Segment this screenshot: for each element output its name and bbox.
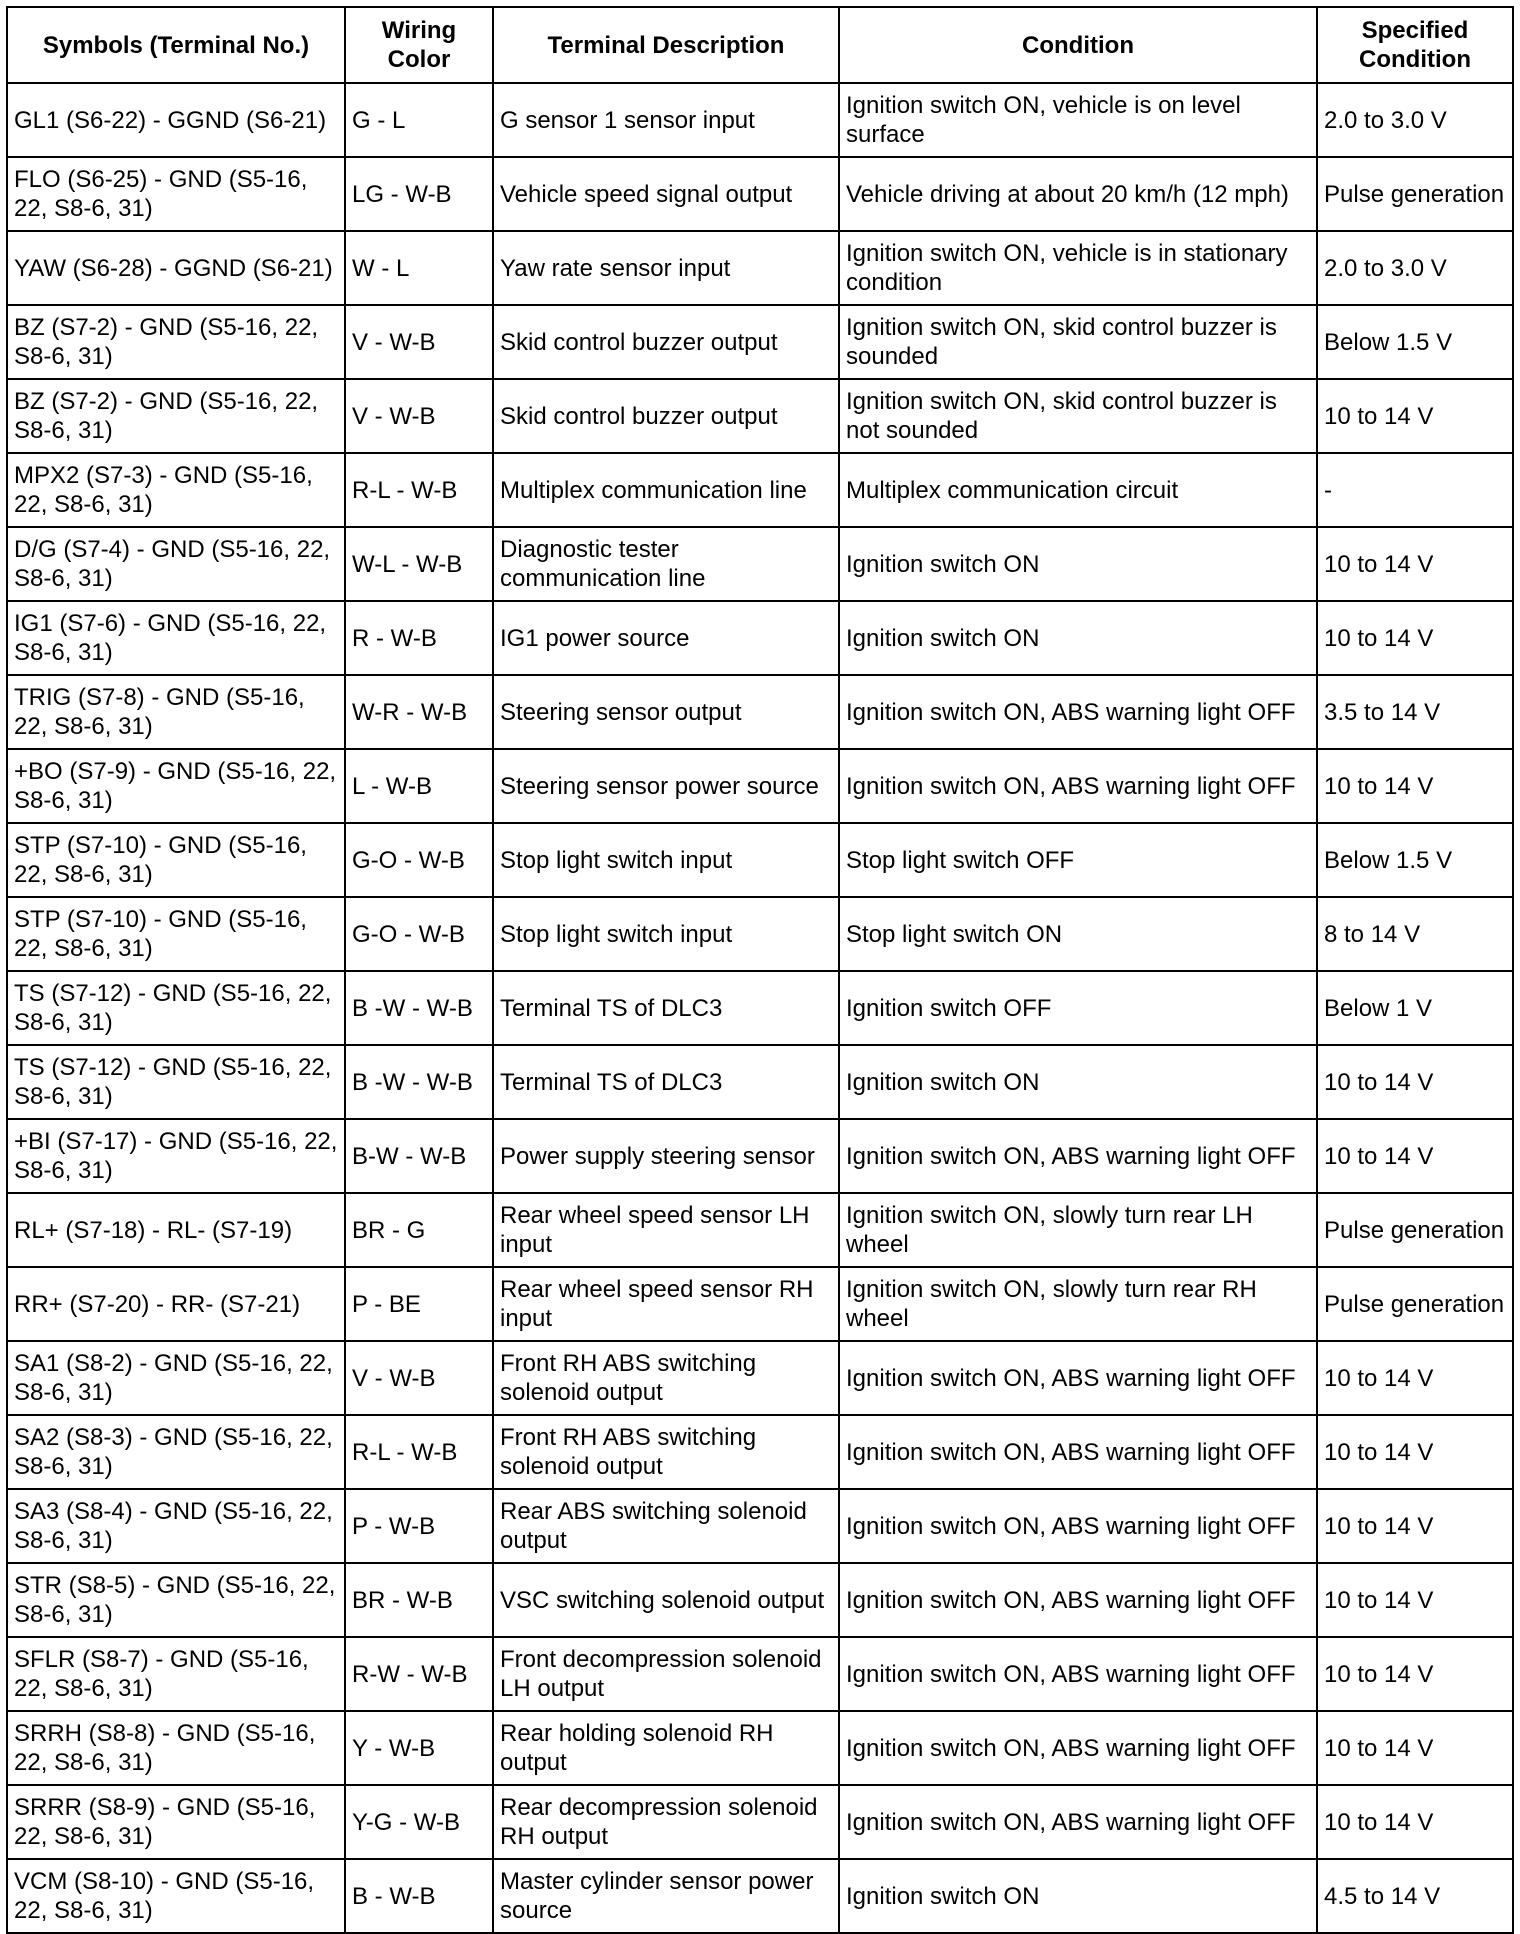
cell-specified-condition: 3.5 to 14 V bbox=[1317, 675, 1513, 749]
cell-condition: Ignition switch ON, ABS warning light OFF bbox=[839, 1785, 1317, 1859]
cell-specified-condition: 10 to 14 V bbox=[1317, 1045, 1513, 1119]
cell-condition: Ignition switch ON, vehicle is in stationary condition bbox=[839, 231, 1317, 305]
table-row bbox=[7, 971, 1513, 1045]
cell-specified-condition: 8 to 14 V bbox=[1317, 897, 1513, 971]
cell-symbols: SA2 (S8-3) - GND (S5-16, 22, S8-6, 31) bbox=[7, 1415, 345, 1489]
cell-terminal-description: Power supply steering sensor bbox=[493, 1119, 839, 1193]
cell-terminal-description: Terminal TS of DLC3 bbox=[493, 971, 839, 1045]
table-row bbox=[7, 1193, 1513, 1267]
cell-condition: Ignition switch ON, skid control buzzer is sounded bbox=[839, 305, 1317, 379]
cell-specified-condition: 10 to 14 V bbox=[1317, 1711, 1513, 1785]
table-row bbox=[7, 1415, 1513, 1489]
cell-specified-condition: 10 to 14 V bbox=[1317, 1785, 1513, 1859]
table-row bbox=[7, 601, 1513, 675]
cell-wiring-color: W - L bbox=[345, 231, 493, 305]
cell-terminal-description: Front RH ABS switching solenoid output bbox=[493, 1341, 839, 1415]
cell-specified-condition: 2.0 to 3.0 V bbox=[1317, 231, 1513, 305]
table-row bbox=[7, 1119, 1513, 1193]
cell-symbols: SRRH (S8-8) - GND (S5-16, 22, S8-6, 31) bbox=[7, 1711, 345, 1785]
cell-condition: Ignition switch ON, ABS warning light OFF bbox=[839, 749, 1317, 823]
cell-condition: Stop light switch OFF bbox=[839, 823, 1317, 897]
cell-wiring-color: R-L - W-B bbox=[345, 1415, 493, 1489]
table-row bbox=[7, 231, 1513, 305]
cell-specified-condition: Pulse generation bbox=[1317, 157, 1513, 231]
cell-wiring-color: B - W-B bbox=[345, 1859, 493, 1933]
cell-symbols: TRIG (S7-8) - GND (S5-16, 22, S8-6, 31) bbox=[7, 675, 345, 749]
cell-terminal-description: Steering sensor power source bbox=[493, 749, 839, 823]
cell-symbols: VCM (S8-10) - GND (S5-16, 22, S8-6, 31) bbox=[7, 1859, 345, 1933]
cell-symbols: TS (S7-12) - GND (S5-16, 22, S8-6, 31) bbox=[7, 971, 345, 1045]
table-row bbox=[7, 1637, 1513, 1711]
cell-symbols: RR+ (S7-20) - RR- (S7-21) bbox=[7, 1267, 345, 1341]
cell-wiring-color: LG - W-B bbox=[345, 157, 493, 231]
cell-symbols: SA3 (S8-4) - GND (S5-16, 22, S8-6, 31) bbox=[7, 1489, 345, 1563]
cell-terminal-description: Stop light switch input bbox=[493, 897, 839, 971]
table-row bbox=[7, 1859, 1513, 1933]
table-body bbox=[7, 83, 1513, 1933]
cell-condition: Ignition switch ON, slowly turn rear RH wheel bbox=[839, 1267, 1317, 1341]
table-row bbox=[7, 453, 1513, 527]
cell-terminal-description: Rear holding solenoid RH output bbox=[493, 1711, 839, 1785]
cell-wiring-color: V - W-B bbox=[345, 1341, 493, 1415]
cell-symbols: TS (S7-12) - GND (S5-16, 22, S8-6, 31) bbox=[7, 1045, 345, 1119]
cell-wiring-color: P - W-B bbox=[345, 1489, 493, 1563]
cell-terminal-description: Rear wheel speed sensor RH input bbox=[493, 1267, 839, 1341]
header-terminal-description: Terminal Description bbox=[493, 7, 839, 83]
cell-terminal-description: G sensor 1 sensor input bbox=[493, 83, 839, 157]
cell-terminal-description: Yaw rate sensor input bbox=[493, 231, 839, 305]
cell-wiring-color: BR - W-B bbox=[345, 1563, 493, 1637]
cell-specified-condition: 2.0 to 3.0 V bbox=[1317, 83, 1513, 157]
table-row bbox=[7, 1785, 1513, 1859]
cell-terminal-description: Stop light switch input bbox=[493, 823, 839, 897]
cell-wiring-color: W-L - W-B bbox=[345, 527, 493, 601]
cell-specified-condition: 10 to 14 V bbox=[1317, 1119, 1513, 1193]
table-row bbox=[7, 1489, 1513, 1563]
cell-condition: Ignition switch ON, vehicle is on level surface bbox=[839, 83, 1317, 157]
cell-condition: Ignition switch ON bbox=[839, 601, 1317, 675]
cell-condition: Ignition switch ON, ABS warning light OFF bbox=[839, 1489, 1317, 1563]
cell-specified-condition: Below 1.5 V bbox=[1317, 305, 1513, 379]
cell-symbols: SFLR (S8-7) - GND (S5-16, 22, S8-6, 31) bbox=[7, 1637, 345, 1711]
cell-wiring-color: G - L bbox=[345, 83, 493, 157]
cell-terminal-description: Diagnostic tester communication line bbox=[493, 527, 839, 601]
cell-condition: Ignition switch ON, ABS warning light OFF bbox=[839, 1563, 1317, 1637]
table-row bbox=[7, 1267, 1513, 1341]
cell-wiring-color: V - W-B bbox=[345, 379, 493, 453]
cell-condition: Ignition switch ON bbox=[839, 1045, 1317, 1119]
cell-symbols: STP (S7-10) - GND (S5-16, 22, S8-6, 31) bbox=[7, 823, 345, 897]
terminal-spec-table bbox=[6, 6, 1514, 1934]
cell-specified-condition: 10 to 14 V bbox=[1317, 601, 1513, 675]
cell-symbols: FLO (S6-25) - GND (S5-16, 22, S8-6, 31) bbox=[7, 157, 345, 231]
cell-symbols: BZ (S7-2) - GND (S5-16, 22, S8-6, 31) bbox=[7, 379, 345, 453]
cell-symbols: +BI (S7-17) - GND (S5-16, 22, S8-6, 31) bbox=[7, 1119, 345, 1193]
cell-terminal-description: Rear wheel speed sensor LH input bbox=[493, 1193, 839, 1267]
cell-wiring-color: B-W - W-B bbox=[345, 1119, 493, 1193]
cell-condition: Ignition switch ON, ABS warning light OFF bbox=[839, 1637, 1317, 1711]
cell-condition: Vehicle driving at about 20 km/h (12 mph) bbox=[839, 157, 1317, 231]
cell-symbols: STP (S7-10) - GND (S5-16, 22, S8-6, 31) bbox=[7, 897, 345, 971]
cell-symbols: GL1 (S6-22) - GGND (S6-21) bbox=[7, 83, 345, 157]
cell-wiring-color: R-L - W-B bbox=[345, 453, 493, 527]
table-row bbox=[7, 1341, 1513, 1415]
cell-symbols: YAW (S6-28) - GGND (S6-21) bbox=[7, 231, 345, 305]
cell-terminal-description: Rear decompression solenoid RH output bbox=[493, 1785, 839, 1859]
cell-wiring-color: G-O - W-B bbox=[345, 897, 493, 971]
cell-wiring-color: V - W-B bbox=[345, 305, 493, 379]
cell-specified-condition: Below 1.5 V bbox=[1317, 823, 1513, 897]
cell-specified-condition: 10 to 14 V bbox=[1317, 1563, 1513, 1637]
cell-condition: Ignition switch ON bbox=[839, 527, 1317, 601]
cell-terminal-description: Steering sensor output bbox=[493, 675, 839, 749]
cell-terminal-description: Front RH ABS switching solenoid output bbox=[493, 1415, 839, 1489]
cell-wiring-color: R-W - W-B bbox=[345, 1637, 493, 1711]
cell-condition: Ignition switch ON, ABS warning light OFF bbox=[839, 1415, 1317, 1489]
cell-wiring-color: P - BE bbox=[345, 1267, 493, 1341]
table-row bbox=[7, 1563, 1513, 1637]
cell-wiring-color: B -W - W-B bbox=[345, 971, 493, 1045]
table-row bbox=[7, 379, 1513, 453]
cell-terminal-description: Master cylinder sensor power source bbox=[493, 1859, 839, 1933]
terminal-table-sheet bbox=[6, 6, 1514, 1934]
table-row bbox=[7, 83, 1513, 157]
cell-condition: Ignition switch OFF bbox=[839, 971, 1317, 1045]
cell-symbols: D/G (S7-4) - GND (S5-16, 22, S8-6, 31) bbox=[7, 527, 345, 601]
cell-symbols: STR (S8-5) - GND (S5-16, 22, S8-6, 31) bbox=[7, 1563, 345, 1637]
table-row bbox=[7, 305, 1513, 379]
cell-specified-condition: 4.5 to 14 V bbox=[1317, 1859, 1513, 1933]
cell-condition: Ignition switch ON, slowly turn rear LH wheel bbox=[839, 1193, 1317, 1267]
header-condition: Condition bbox=[839, 7, 1317, 83]
cell-symbols: SA1 (S8-2) - GND (S5-16, 22, S8-6, 31) bbox=[7, 1341, 345, 1415]
cell-terminal-description: Multiplex communication line bbox=[493, 453, 839, 527]
cell-terminal-description: Vehicle speed signal output bbox=[493, 157, 839, 231]
cell-condition: Ignition switch ON bbox=[839, 1859, 1317, 1933]
table-row bbox=[7, 1045, 1513, 1119]
cell-condition: Multiplex communication circuit bbox=[839, 453, 1317, 527]
cell-condition: Ignition switch ON, ABS warning light OFF bbox=[839, 1341, 1317, 1415]
cell-wiring-color: G-O - W-B bbox=[345, 823, 493, 897]
table-row bbox=[7, 675, 1513, 749]
cell-condition: Ignition switch ON, ABS warning light OFF bbox=[839, 1711, 1317, 1785]
cell-specified-condition: 10 to 14 V bbox=[1317, 1341, 1513, 1415]
cell-condition: Ignition switch ON, skid control buzzer is not sounded bbox=[839, 379, 1317, 453]
cell-symbols: IG1 (S7-6) - GND (S5-16, 22, S8-6, 31) bbox=[7, 601, 345, 675]
cell-specified-condition: 10 to 14 V bbox=[1317, 749, 1513, 823]
cell-specified-condition: 10 to 14 V bbox=[1317, 1637, 1513, 1711]
table-row bbox=[7, 897, 1513, 971]
cell-terminal-description: Skid control buzzer output bbox=[493, 379, 839, 453]
cell-wiring-color: BR - G bbox=[345, 1193, 493, 1267]
cell-symbols: RL+ (S7-18) - RL- (S7-19) bbox=[7, 1193, 345, 1267]
cell-wiring-color: W-R - W-B bbox=[345, 675, 493, 749]
cell-specified-condition: Below 1 V bbox=[1317, 971, 1513, 1045]
cell-condition: Ignition switch ON, ABS warning light OFF bbox=[839, 675, 1317, 749]
cell-condition: Ignition switch ON, ABS warning light OFF bbox=[839, 1119, 1317, 1193]
cell-wiring-color: R - W-B bbox=[345, 601, 493, 675]
cell-specified-condition: 10 to 14 V bbox=[1317, 379, 1513, 453]
cell-terminal-description: Rear ABS switching solenoid output bbox=[493, 1489, 839, 1563]
cell-specified-condition: 10 to 14 V bbox=[1317, 1415, 1513, 1489]
table-header-row bbox=[7, 7, 1513, 83]
cell-condition: Stop light switch ON bbox=[839, 897, 1317, 971]
header-wiring-color: Wiring Color bbox=[345, 7, 493, 83]
cell-symbols: +BO (S7-9) - GND (S5-16, 22, S8-6, 31) bbox=[7, 749, 345, 823]
cell-terminal-description: VSC switching solenoid output bbox=[493, 1563, 839, 1637]
cell-symbols: MPX2 (S7-3) - GND (S5-16, 22, S8-6, 31) bbox=[7, 453, 345, 527]
table-row bbox=[7, 527, 1513, 601]
table-row bbox=[7, 823, 1513, 897]
cell-wiring-color: B -W - W-B bbox=[345, 1045, 493, 1119]
cell-specified-condition: 10 to 14 V bbox=[1317, 527, 1513, 601]
cell-specified-condition: Pulse generation bbox=[1317, 1267, 1513, 1341]
cell-symbols: SRRR (S8-9) - GND (S5-16, 22, S8-6, 31) bbox=[7, 1785, 345, 1859]
cell-specified-condition: Pulse generation bbox=[1317, 1193, 1513, 1267]
cell-wiring-color: Y-G - W-B bbox=[345, 1785, 493, 1859]
cell-wiring-color: Y - W-B bbox=[345, 1711, 493, 1785]
table-row bbox=[7, 1711, 1513, 1785]
cell-symbols: BZ (S7-2) - GND (S5-16, 22, S8-6, 31) bbox=[7, 305, 345, 379]
cell-terminal-description: Front decompression solenoid LH output bbox=[493, 1637, 839, 1711]
header-symbols: Symbols (Terminal No.) bbox=[7, 7, 345, 83]
header-specified-condition: Specified Condition bbox=[1317, 7, 1513, 83]
cell-wiring-color: L - W-B bbox=[345, 749, 493, 823]
table-row bbox=[7, 749, 1513, 823]
cell-terminal-description: IG1 power source bbox=[493, 601, 839, 675]
cell-terminal-description: Terminal TS of DLC3 bbox=[493, 1045, 839, 1119]
cell-specified-condition: 10 to 14 V bbox=[1317, 1489, 1513, 1563]
cell-specified-condition: - bbox=[1317, 453, 1513, 527]
cell-terminal-description: Skid control buzzer output bbox=[493, 305, 839, 379]
table-row bbox=[7, 157, 1513, 231]
